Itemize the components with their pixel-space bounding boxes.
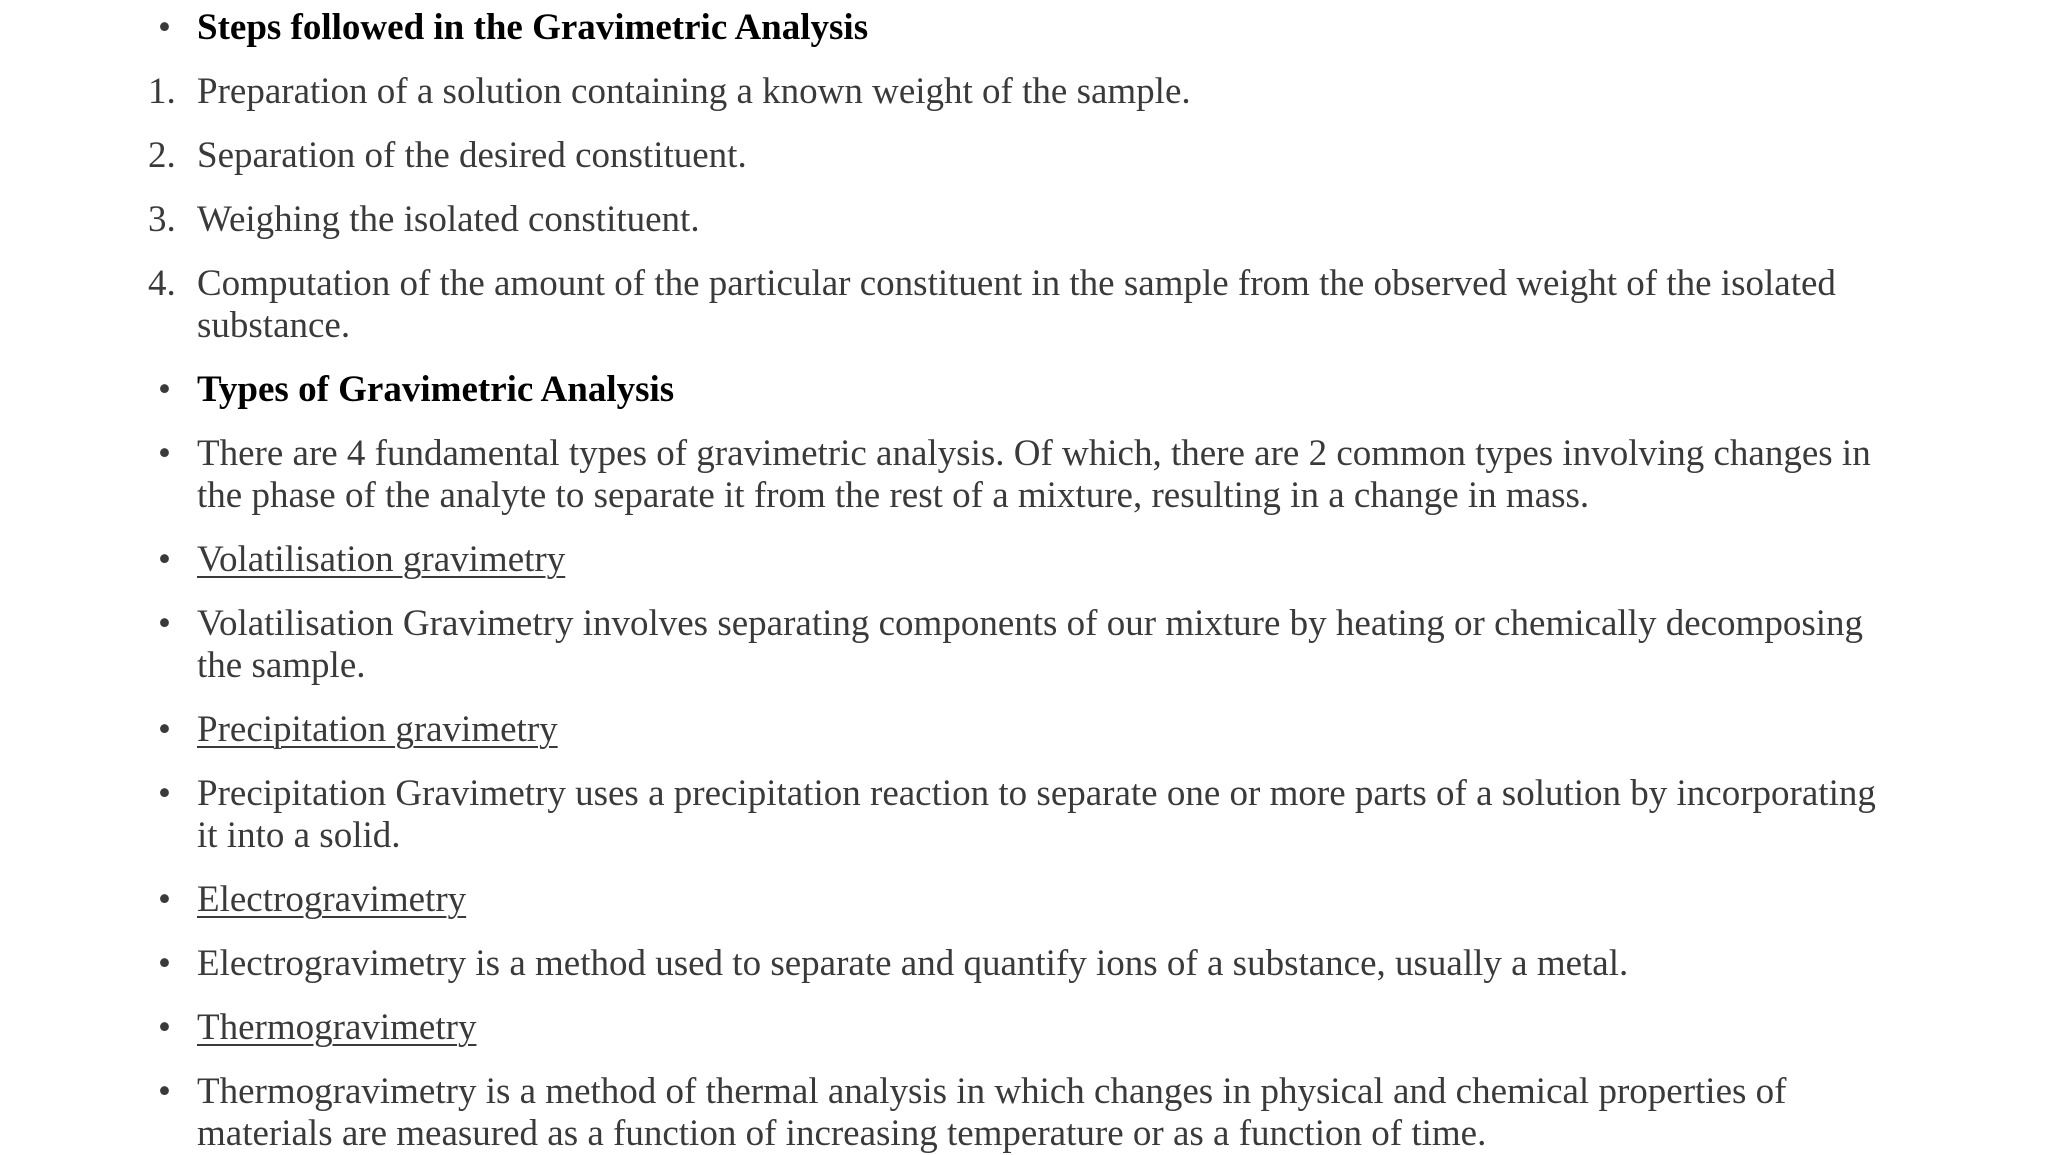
bullet-marker: • (158, 1007, 171, 1048)
step-number: 4. (148, 263, 176, 304)
heading-text: Steps followed in the Gravimetric Analysis (197, 7, 869, 48)
step-text: Preparation of a solution containing a known weight of the sample. (197, 71, 1191, 112)
bullet-marker: • (158, 1071, 171, 1112)
bullet-marker: • (158, 943, 171, 984)
bullet-marker: • (158, 433, 171, 474)
step-number: 1. (148, 71, 176, 112)
subtype-title: Thermogravimetry (197, 1007, 477, 1048)
step-text: Weighing the isolated constituent. (197, 199, 700, 240)
bullet-marker: • (158, 773, 171, 814)
bullet-marker: • (158, 879, 171, 920)
step-text: Separation of the desired constituent. (197, 135, 747, 176)
subtype-title: Precipitation gravimetry (197, 709, 558, 750)
step-text: Computation of the amount of the particular constituent in the sample from the observed weight of the isolated substance. (197, 263, 1836, 346)
bullet-text: Precipitation Gravimetry uses a precipitation reaction to separate one or more parts of a solution by incorporating it into a solid. (197, 773, 1876, 856)
bullet-marker: • (158, 603, 171, 644)
subtype-title: Volatilisation gravimetry (197, 539, 566, 580)
subtype-title: Electrogravimetry (197, 879, 467, 920)
heading-text: Types of Gravimetric Analysis (197, 369, 675, 410)
bullet-text: Thermogravimetry is a method of thermal analysis in which changes in physical and chemical properties of materials are measured as a function of increasing temperature or as a function of time. (197, 1071, 1787, 1154)
bullet-text: There are 4 fundamental types of gravimetric analysis. Of which, there are 2 common types involving changes in the phase of the analyte to separate it from the rest of a mixture, resulting in a change in mass. (197, 433, 1871, 516)
bullet-text: Electrogravimetry is a method used to separate and quantify ions of a substance, usually a metal. (197, 943, 1629, 984)
bullet-marker: • (158, 7, 171, 48)
step-number: 3. (148, 199, 176, 240)
step-number: 2. (148, 135, 176, 176)
bullet-text: Volatilisation Gravimetry involves separating components of our mixture by heating or chemically decomposing the sample. (197, 603, 1863, 686)
bullet-marker: • (158, 539, 171, 580)
bullet-marker: • (158, 709, 171, 750)
bullet-marker: • (158, 369, 171, 410)
